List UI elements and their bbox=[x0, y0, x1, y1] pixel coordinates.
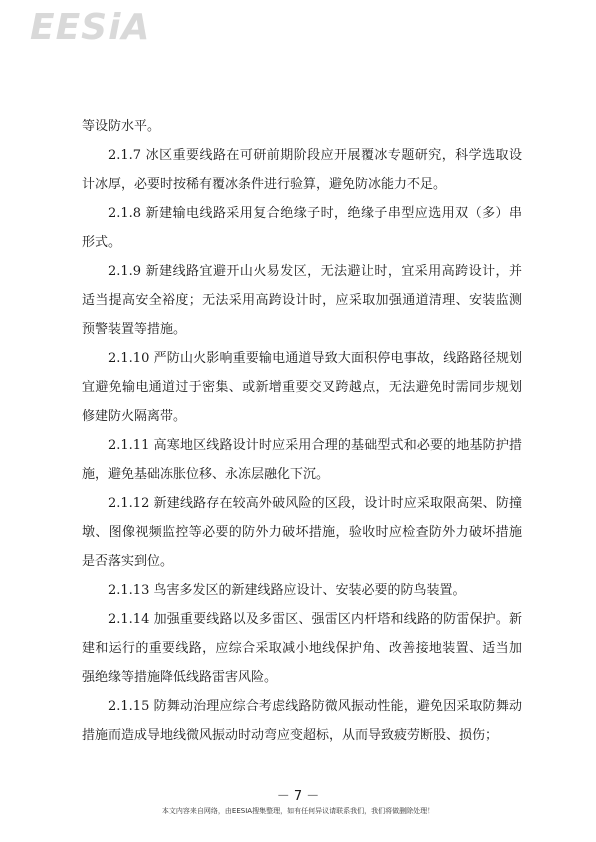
eesia-logo-watermark: EESiA bbox=[30, 7, 151, 48]
clause-2-1-9: 2.1.9 新建线路宜避开山火易发区，无法避让时，宜采用高跨设计，并适当提高安全裕度；无法采用高跨设计时，应采取加强通道清理、安装监测预警装置等措施。 bbox=[82, 264, 522, 337]
clause-2-1-13: 2.1.13 鸟害多发区的新建线路应设计、安装必要的防鸟装置。 bbox=[108, 583, 466, 598]
clause-2-1-14: 2.1.14 加强重要线路以及多雷区、强雷区内杆塔和线路的防雷保护。新建和运行的重要线路，应综合采取减小地线保护角、改善接地装置、适当加强绝缘等措施降低线路雷害风险。 bbox=[82, 612, 522, 685]
clause-2-1-10: 2.1.10 严防山火影响重要输电通道导致大面积停电事故，线路路径规划宜避免输电通道过于密集、或新增重要交叉跨越点，无法避免时需同步规划修建防火隔离带。 bbox=[82, 351, 522, 424]
clause-2-1-15: 2.1.15 防舞动治理应综合考虑线路防微风振动性能，避免因采取防舞动措施而造成导地线微风振动时动弯应变超标，从而导致疲劳断股、损伤； bbox=[82, 699, 522, 743]
clause-2-1-12: 2.1.12 新建线路存在较高外破风险的区段，设计时应采取限高架、防撞墩、图像视频监控等必要的防外力破坏措施，验收时应检查防外力破坏措施是否落实到位。 bbox=[82, 496, 522, 569]
footer-disclaimer: 本文内容来自网络，由EESIA搜集整理，如有任何异议请联系我们，我们将做删除处理！ bbox=[161, 807, 435, 815]
clause-2-1-8: 2.1.8 新建输电线路采用复合绝缘子时，绝缘子串型应选用双（多）串形式。 bbox=[82, 206, 522, 250]
paragraph-continuation: 等设防水平。 bbox=[82, 119, 161, 134]
clause-2-1-7: 2.1.7 冰区重要线路在可研前期阶段应开展覆冰专题研究，科学选取设计冰厚，必要时按稀有覆冰条件进行验算，避免防冰能力不足。 bbox=[82, 148, 522, 192]
page-number: － 7 － bbox=[276, 789, 320, 804]
document-body bbox=[82, 112, 522, 750]
clause-2-1-11: 2.1.11 高寒地区线路设计时应采用合理的基础型式和必要的地基防护措施，避免基础冻胀位移、永冻层融化下沉。 bbox=[82, 438, 522, 482]
